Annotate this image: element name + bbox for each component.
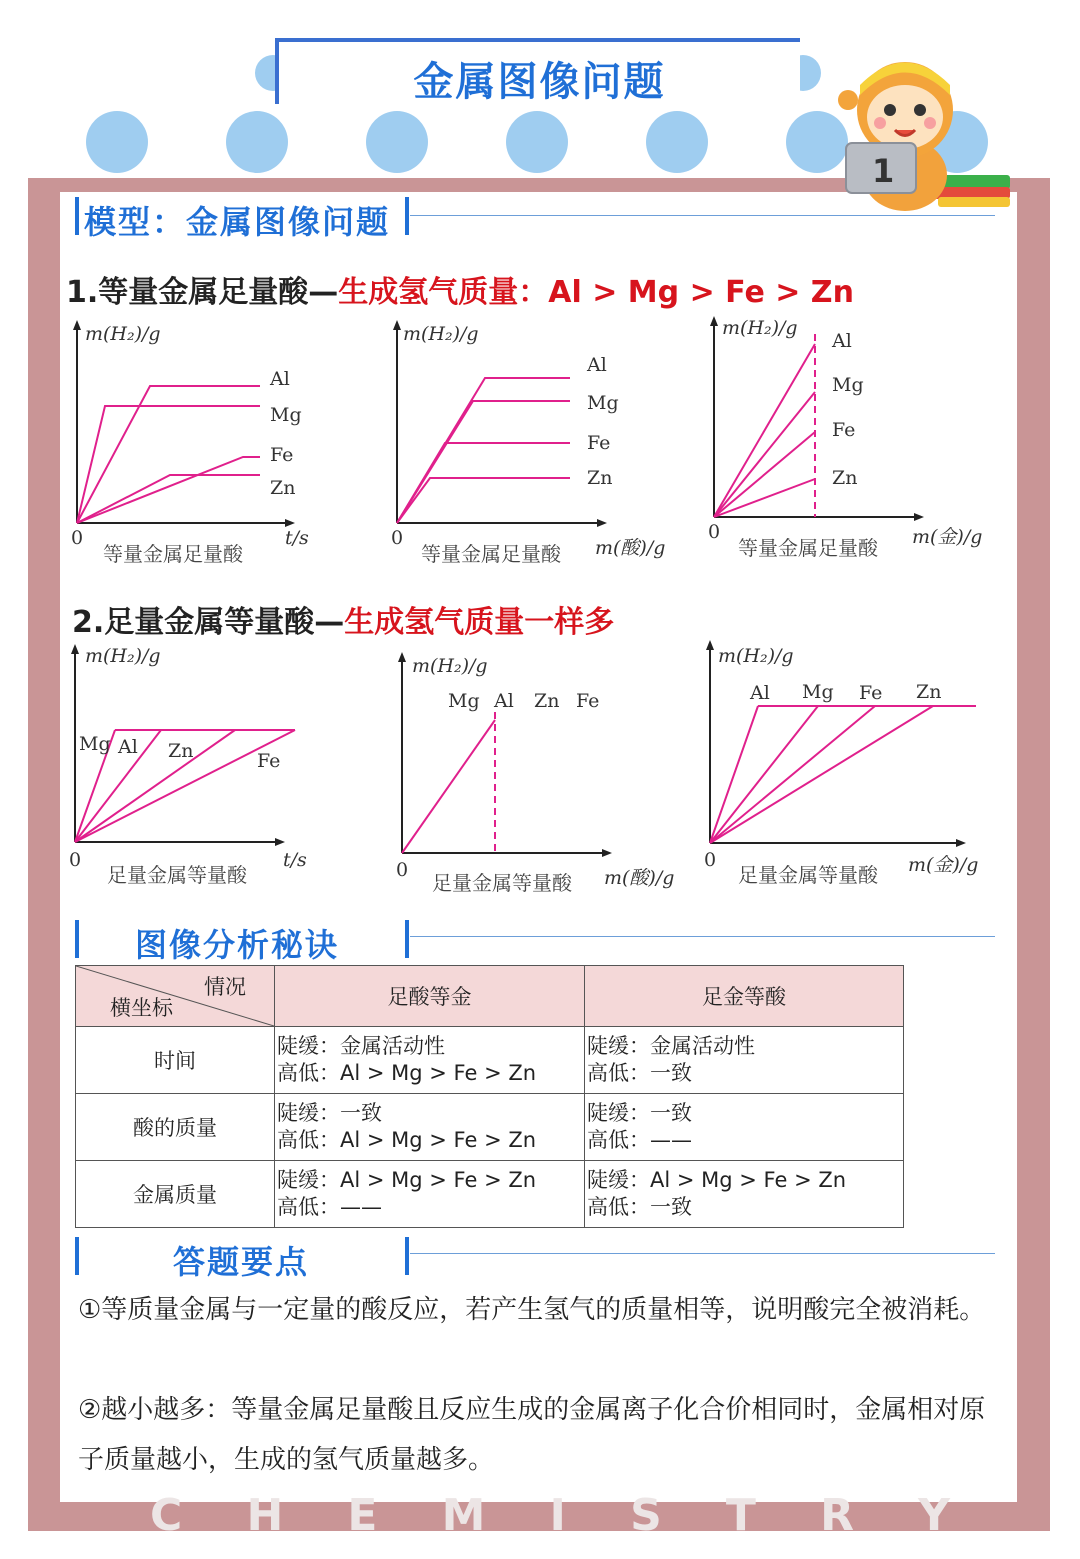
series-label-mg: Mg [270, 404, 302, 426]
origin-label: 0 [71, 527, 84, 549]
series-label-al: Al [832, 330, 852, 352]
origin-label: 0 [396, 859, 409, 881]
analysis-table [75, 965, 904, 1228]
x-axis-label: m(金)/g [908, 854, 979, 876]
row-label: 酸的质量 [76, 1094, 275, 1161]
series-label-zn: Zn [832, 467, 858, 489]
heading-1-prefix: 1.等量金属足量酸— [66, 275, 339, 310]
chart-caption: 等量金属足量酸 [421, 542, 561, 566]
chart-1-time [65, 318, 325, 573]
x-axis-label: t/s [285, 527, 309, 549]
decor-dot [366, 111, 428, 173]
chemistry-watermark [150, 1490, 950, 1541]
section-bar [405, 1237, 409, 1275]
section-title-key-points: 答题要点 [173, 1243, 310, 1281]
table-cell [585, 1027, 904, 1094]
series-label-fe: Fe [859, 682, 883, 704]
corner-top-label: 情况 [204, 975, 246, 999]
watermark-letter: R [820, 1490, 854, 1541]
origin-label: 0 [708, 521, 721, 543]
cell-text: 高低：Al > Mg > Fe > Zn [277, 1128, 537, 1152]
table-cell [585, 1094, 904, 1161]
section-rule [410, 936, 995, 937]
origin-label: 0 [391, 527, 404, 549]
badge-number: 1 [872, 152, 895, 190]
cell-text: 高低：一致 [587, 1195, 692, 1219]
series-label-zn: Zn [168, 740, 194, 762]
series-label-mg: Mg [448, 690, 480, 712]
series-label-fe: Fe [257, 750, 281, 772]
x-axis-label: m(酸)/g [604, 867, 675, 889]
heading-equal-acid [72, 597, 614, 641]
watermark-letter: S [630, 1490, 662, 1541]
section-bar [75, 197, 79, 235]
series-label-zn: Zn [587, 467, 613, 489]
page-title: 金属图像问题 [413, 59, 666, 105]
heading-2-highlight: 生成氢气质量一样多 [344, 605, 615, 640]
series-label-zn: Zn [534, 690, 560, 712]
section-title-analysis: 图像分析秘诀 [135, 926, 340, 964]
section-rule [410, 215, 995, 216]
decor-dot [506, 111, 568, 173]
series-label-zn: Zn [270, 477, 296, 499]
table-cell [275, 1161, 585, 1228]
table-cell [585, 1161, 904, 1228]
chart-6-metal [698, 638, 988, 893]
decor-dot [646, 111, 708, 173]
heading-equal-metal [66, 267, 854, 311]
row-label: 金属质量 [76, 1161, 275, 1228]
series-label-al: Al [494, 690, 514, 712]
decor-dot [226, 111, 288, 173]
series-label-mg: Mg [832, 374, 864, 396]
cell-text: 陡缓：Al > Mg > Fe > Zn [277, 1168, 537, 1192]
key-point-1: ①等质量金属与一定量的酸反应，若产生氢气的质量相等，说明酸完全被消耗。 [78, 1295, 986, 1325]
watermark-letter: T [725, 1490, 756, 1541]
chart-5-acid [390, 650, 680, 900]
table-corner-cell [76, 966, 275, 1027]
series-label-zn: Zn [916, 681, 942, 703]
corner-bottom-label: 横坐标 [110, 996, 173, 1020]
origin-label: 0 [69, 849, 82, 871]
column-header: 足金等酸 [585, 966, 904, 1027]
series-label-al: Al [270, 368, 290, 390]
series-label-mg: Mg [587, 392, 619, 414]
watermark-letter: H [246, 1490, 284, 1541]
series-label-mg: Mg [802, 681, 834, 703]
x-axis-label: t/s [283, 849, 307, 871]
series-label-fe: Fe [270, 444, 294, 466]
cell-text: 陡缓：Al > Mg > Fe > Zn [587, 1168, 847, 1192]
series-label-fe: Fe [576, 690, 600, 712]
heading-2-prefix: 2.足量金属等量酸— [72, 605, 345, 640]
cell-text: 陡缓：金属活动性 [587, 1034, 755, 1058]
chart-4-time [63, 642, 323, 897]
chart-caption: 等量金属足量酸 [738, 536, 878, 560]
chart-2-acid [385, 318, 675, 573]
decor-dot [86, 111, 148, 173]
watermark-letter: C [150, 1490, 183, 1541]
x-axis-label: m(金)/g [912, 526, 983, 548]
series-label-mg: Mg [79, 733, 111, 755]
watermark-letter: M [441, 1490, 486, 1541]
y-axis-label: m(H₂)/g [85, 645, 161, 667]
cell-text: 高低：—— [587, 1128, 692, 1152]
table-cell [275, 1027, 585, 1094]
y-axis-label: m(H₂)/g [718, 645, 794, 667]
section-bar [405, 197, 409, 235]
y-axis-label: m(H₂)/g [722, 317, 798, 339]
table-cell [275, 1094, 585, 1161]
cell-text: 高低：—— [277, 1195, 382, 1219]
section-title-model: 模型：金属图像问题 [84, 203, 391, 241]
series-label-al: Al [587, 354, 607, 376]
cell-text: 高低：Al > Mg > Fe > Zn [277, 1061, 537, 1085]
series-label-fe: Fe [832, 419, 856, 441]
chart-caption: 足量金属等量酸 [738, 863, 878, 887]
origin-label: 0 [704, 849, 717, 871]
series-label-al: Al [750, 682, 770, 704]
section-bar [75, 1237, 79, 1275]
heading-1-highlight: 生成氢气质量：Al > Mg > Fe > Zn [338, 275, 854, 310]
chart-caption: 等量金属足量酸 [103, 542, 243, 566]
series-label-al: Al [118, 736, 138, 758]
y-axis-label: m(H₂)/g [403, 323, 479, 345]
chart-caption: 足量金属等量酸 [107, 863, 247, 887]
cell-text: 高低：一致 [587, 1061, 692, 1085]
cell-text: 陡缓：金属活动性 [277, 1034, 445, 1058]
row-label: 时间 [76, 1027, 275, 1094]
watermark-letter: I [549, 1490, 566, 1541]
x-axis-label: m(酸)/g [595, 537, 666, 559]
series-label-fe: Fe [587, 432, 611, 454]
y-axis-label: m(H₂)/g [85, 323, 161, 345]
column-header: 足酸等金 [275, 966, 585, 1027]
y-axis-label: m(H₂)/g [412, 655, 488, 677]
section-rule [410, 1253, 995, 1254]
cell-text: 陡缓：一致 [277, 1101, 382, 1125]
monkey-mascot-icon [830, 55, 1020, 220]
section-bar [75, 920, 79, 958]
key-point-2: ②越小越多：等量金属足量酸且反应生成的金属离子化合价相同时，金属相对原子质量越小，生成的氢气质量越多。 [78, 1395, 986, 1475]
cell-text: 陡缓：一致 [587, 1101, 692, 1125]
watermark-letter: E [347, 1490, 378, 1541]
chart-caption: 足量金属等量酸 [432, 871, 572, 895]
chart-3-metal [702, 314, 992, 569]
watermark-letter: Y [918, 1490, 950, 1541]
title-banner [275, 38, 800, 104]
section-bar [405, 920, 409, 958]
